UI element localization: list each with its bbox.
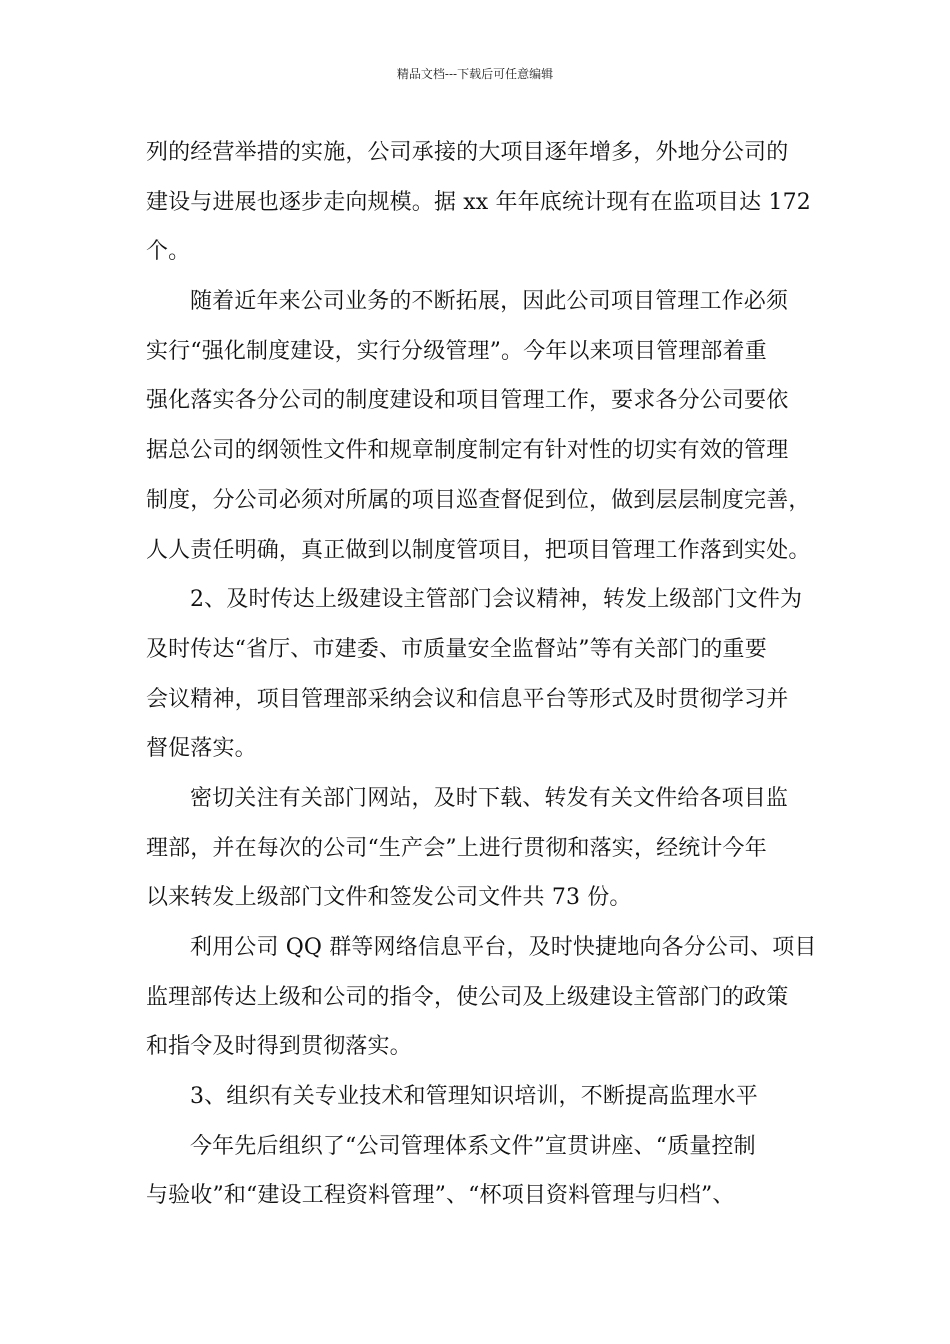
text-line: 与验收”和“建设工程资料管理”、“杯项目资料管理与归档”、	[146, 1183, 735, 1209]
page-header: 精品文档---下载后可任意编辑	[396, 67, 554, 81]
text-line: 建设与进展也逐步走向规模。据 xx 年年底统计现有在监项目达 172	[146, 189, 811, 215]
paragraph-first-line: 密切关注有关部门网站，及时下载、转发有关文件给各项目监	[190, 785, 789, 811]
document-body	[146, 130, 826, 1223]
text-line: 据总公司的纲领性文件和规章制度制定有针对性的切实有效的管理	[146, 438, 789, 464]
section-heading-2: 2、及时传达上级建设主管部门会议精神，转发上级部门文件为	[190, 587, 803, 613]
text-line: 列的经营举措的实施，公司承接的大项目逐年增多，外地分公司的	[146, 140, 789, 165]
text-line: 会议精神，项目管理部采纳会议和信息平台等形式及时贯彻学习并	[146, 686, 789, 712]
text-line: 个。	[146, 239, 191, 265]
text-line: 强化落实各分公司的制度建设和项目管理工作，要求各分公司要依	[146, 388, 789, 414]
text-line: 理部，并在每次的公司“生产会”上进行贯彻和落实，经统计今年	[146, 835, 767, 861]
text-line: 及时传达“省厅、市建委、市质量安全监督站”等有关部门的重要	[146, 636, 767, 662]
text-line: 监理部传达上级和公司的指令，使公司及上级建设主管部门的政策	[146, 984, 789, 1010]
text-line: 督促落实。	[146, 736, 257, 762]
paragraph-first-line: 随着近年来公司业务的不断拓展，因此公司项目管理工作必须	[190, 289, 789, 315]
text-line: 和指令及时得到贯彻落实。	[146, 1034, 412, 1060]
text-line: 制度，分公司必须对所属的项目巡查督促到位，做到层层制度完善，	[146, 487, 811, 513]
text-line: 以来转发上级部门文件和签发公司文件共 73 份。	[146, 885, 632, 911]
text-line: 人人责任明确，真正做到以制度管项目，把项目管理工作落到实处。	[146, 537, 811, 563]
section-heading-3: 3、组织有关专业技术和管理知识培训，不断提高监理水平	[190, 1084, 758, 1110]
paragraph-first-line: 利用公司 QQ 群等网络信息平台，及时快捷地向各分公司、项目	[190, 935, 817, 960]
paragraph-first-line: 今年先后组织了“公司管理体系文件”宣贯讲座、“质量控制	[190, 1133, 756, 1159]
text-line: 实行“强化制度建设，实行分级管理”。今年以来项目管理部着重	[146, 338, 767, 364]
